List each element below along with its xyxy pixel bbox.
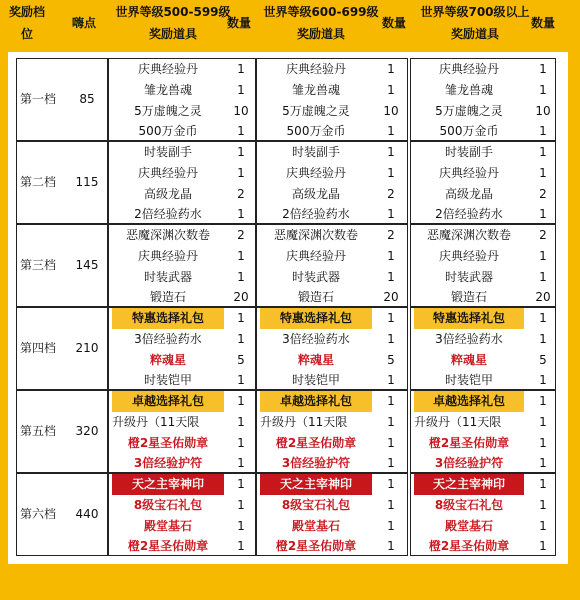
reward-item: 特惠选择礼包 [260,308,372,329]
reward-item: 庆典经验丹 [285,248,346,263]
reward-quantity: 1 [539,435,547,450]
tier-hype: 85 [79,91,95,106]
header-qty-1: 数量 [226,16,251,30]
reward-quantity: 1 [387,311,395,325]
reward-item: 雏龙兽魂 [143,82,192,97]
reward-item: 橙2星圣佑勋章 [275,539,357,554]
reward-quantity: 20 [535,290,551,305]
reward-quantity: 1 [237,414,245,429]
reward-item: 橙2星圣佑勋章 [127,539,209,554]
reward-item: 橙2星圣佑勋章 [428,435,510,450]
reward-item: 5万虚魄之灵 [134,103,202,118]
reward-item: 8级宝石礼包 [281,497,351,512]
reward-quantity: 10 [233,103,249,118]
reward-item: 5万虚魄之灵 [282,103,350,118]
reward-quantity: 1 [237,394,245,408]
tier-hype: 320 [75,423,99,438]
reward-item: 恶魔深渊次数卷 [426,228,511,242]
reward-quantity: 1 [539,62,547,76]
reward-quantity: 1 [387,477,395,491]
reward-quantity: 1 [539,165,547,180]
reward-quantity: 1 [237,373,245,388]
tier-name: 第一档 [20,91,57,106]
reward-quantity: 1 [387,373,395,388]
reward-quantity: 1 [237,165,245,180]
reward-item: 庆典经验丹 [438,165,499,180]
reward-quantity: 1 [539,269,547,284]
reward-item: 8级宝石礼包 [434,497,504,512]
header-tier: 奖励档位 [9,5,46,41]
reward-item: 卓越选择礼包 [260,391,372,412]
reward-quantity: 10 [383,103,399,118]
reward-item: 3倍经验药水 [134,331,202,346]
reward-quantity: 1 [539,518,547,533]
reward-quantity: 1 [237,497,245,512]
reward-quantity: 1 [387,539,395,554]
reward-quantity: 5 [237,352,245,367]
reward-quantity: 1 [387,82,395,97]
reward-item: 高级龙晶 [444,186,493,201]
reward-quantity: 1 [539,311,547,325]
reward-item: 庆典经验丹 [137,165,198,180]
tier-hype: 210 [75,340,99,355]
reward-item: 500万金币 [286,124,346,139]
reward-quantity: 1 [539,414,547,429]
reward-item: 粹魂星 [297,352,334,367]
reward-quantity: 1 [539,497,547,512]
reward-quantity: 1 [237,435,245,450]
reward-item: 8级宝石礼包 [133,497,203,512]
reward-quantity: 2 [539,228,547,242]
reward-item: 天之主宰神印 [414,474,524,495]
reward-quantity: 1 [387,145,395,159]
tier-name: 第四档 [20,340,57,355]
reward-quantity: 1 [539,82,547,97]
reward-quantity: 1 [387,435,395,450]
reward-item: 3倍经验药水 [435,331,503,346]
reward-item: 雏龙兽魂 [444,82,493,97]
reward-item: 时装铠甲 [291,373,340,388]
tier-hype: 115 [75,174,99,189]
reward-quantity: 2 [539,186,547,201]
reward-quantity: 1 [539,145,547,159]
reward-item: 时装副手 [143,145,192,159]
reward-item: 2倍经验药水 [282,207,350,222]
reward-quantity: 1 [539,539,547,554]
reward-quantity: 1 [237,124,245,139]
reward-quantity: 1 [387,248,395,263]
reward-quantity: 1 [387,394,395,408]
reward-quantity: 1 [387,269,395,284]
table-header [0,0,580,46]
reward-item: 锻造石 [149,290,186,305]
reward-item: 时装武器 [291,269,340,284]
header-hype: 嗨点 [71,16,96,30]
reward-item: 殿堂基石 [291,518,340,533]
reward-item: 升级丹（11天限 [260,414,348,429]
reward-quantity: 5 [539,352,547,367]
reward-quantity: 1 [237,539,245,554]
reward-quantity: 1 [387,518,395,533]
reward-quantity: 1 [237,311,245,325]
header-group-3: 世界等级700级以上 奖励道具 [420,5,530,41]
reward-quantity: 1 [387,414,395,429]
reward-quantity: 1 [237,207,245,222]
reward-quantity: 10 [535,103,551,118]
reward-item: 3倍经验药水 [282,331,350,346]
reward-item: 升级丹（11天限 [112,414,200,429]
reward-quantity: 1 [539,394,547,408]
reward-item: 时装武器 [444,269,493,284]
tier-name: 第六档 [20,506,57,521]
reward-item: 恶魔深渊次数卷 [125,228,210,242]
reward-item: 天之主宰神印 [260,474,372,495]
reward-item: 橙2星圣佑勋章 [275,435,357,450]
reward-quantity: 1 [387,331,395,346]
reward-quantity: 1 [539,331,547,346]
reward-item: 庆典经验丹 [137,248,198,263]
reward-item: 卓越选择礼包 [414,391,524,412]
reward-quantity: 2 [237,186,245,201]
reward-quantity: 1 [387,124,395,139]
reward-quantity: 1 [387,497,395,512]
reward-item: 特惠选择礼包 [112,308,224,329]
reward-quantity: 1 [237,456,245,471]
reward-quantity: 1 [387,456,395,471]
reward-item: 粹魂星 [450,352,487,367]
bottom-strip [0,575,580,600]
reward-quantity: 2 [237,228,245,242]
reward-quantity: 1 [539,248,547,263]
reward-quantity: 1 [237,331,245,346]
reward-quantity: 1 [387,165,395,180]
reward-item: 时装副手 [291,145,340,159]
reward-item: 时装武器 [143,269,192,284]
reward-quantity: 1 [237,477,245,491]
reward-item: 锻造石 [297,290,334,305]
reward-quantity: 1 [539,456,547,471]
reward-item: 粹魂星 [149,352,186,367]
header-qty-3: 数量 [530,16,555,30]
reward-item: 橙2星圣佑勋章 [428,539,510,554]
reward-item: 天之主宰神印 [112,474,224,495]
reward-item: 时装铠甲 [143,373,192,388]
reward-quantity: 1 [387,62,395,76]
reward-item: 5万虚魄之灵 [435,103,503,118]
reward-item: 庆典经验丹 [438,248,499,263]
reward-quantity: 1 [539,124,547,139]
reward-quantity: 2 [387,186,395,201]
reward-quantity: 1 [539,207,547,222]
reward-item: 500万金币 [439,124,499,139]
reward-quantity: 1 [237,518,245,533]
reward-item: 500万金币 [138,124,198,139]
reward-quantity: 1 [237,248,245,263]
reward-item: 高级龙晶 [291,186,340,201]
reward-item: 殿堂基石 [444,518,493,533]
tier-hype: 440 [75,506,99,521]
reward-item: 橙2星圣佑勋章 [127,435,209,450]
reward-item: 时装副手 [444,145,493,159]
tier-name: 第五档 [20,423,57,438]
reward-quantity: 1 [539,477,547,491]
header-qty-2: 数量 [381,16,406,30]
reward-item: 庆典经验丹 [285,62,346,76]
reward-quantity: 1 [237,145,245,159]
reward-item: 锻造石 [450,290,487,305]
tier-name: 第二档 [20,174,57,189]
reward-quantity: 20 [383,290,399,305]
reward-item: 2倍经验药水 [435,207,503,222]
reward-item: 庆典经验丹 [285,165,346,180]
reward-item: 特惠选择礼包 [414,308,524,329]
reward-item: 雏龙兽魂 [291,82,340,97]
reward-quantity: 1 [237,269,245,284]
tier-hype: 145 [75,257,99,272]
header-group-1: 世界等级500-599级 奖励道具 [115,5,231,41]
reward-quantity: 1 [237,62,245,76]
reward-item: 庆典经验丹 [438,62,499,76]
reward-quantity: 1 [539,373,547,388]
reward-item: 3倍经验护符 [133,456,203,471]
reward-item: 高级龙晶 [143,186,192,201]
reward-quantity: 1 [237,82,245,97]
reward-quantity: 20 [233,290,249,305]
reward-item: 殿堂基石 [143,518,192,533]
reward-quantity: 2 [387,228,395,242]
reward-item: 3倍经验护符 [434,456,504,471]
reward-quantity: 5 [387,352,395,367]
reward-item: 时装铠甲 [444,373,493,388]
reward-quantity: 1 [387,207,395,222]
reward-item: 恶魔深渊次数卷 [273,228,358,242]
header-group-2: 世界等级600-699级 奖励道具 [263,5,379,41]
reward-item: 3倍经验护符 [281,456,351,471]
reward-item: 庆典经验丹 [137,62,198,76]
reward-item: 升级丹（11天限 [414,414,502,429]
reward-item: 2倍经验药水 [134,207,202,222]
tier-name: 第三档 [20,257,57,272]
reward-item: 卓越选择礼包 [112,391,224,412]
